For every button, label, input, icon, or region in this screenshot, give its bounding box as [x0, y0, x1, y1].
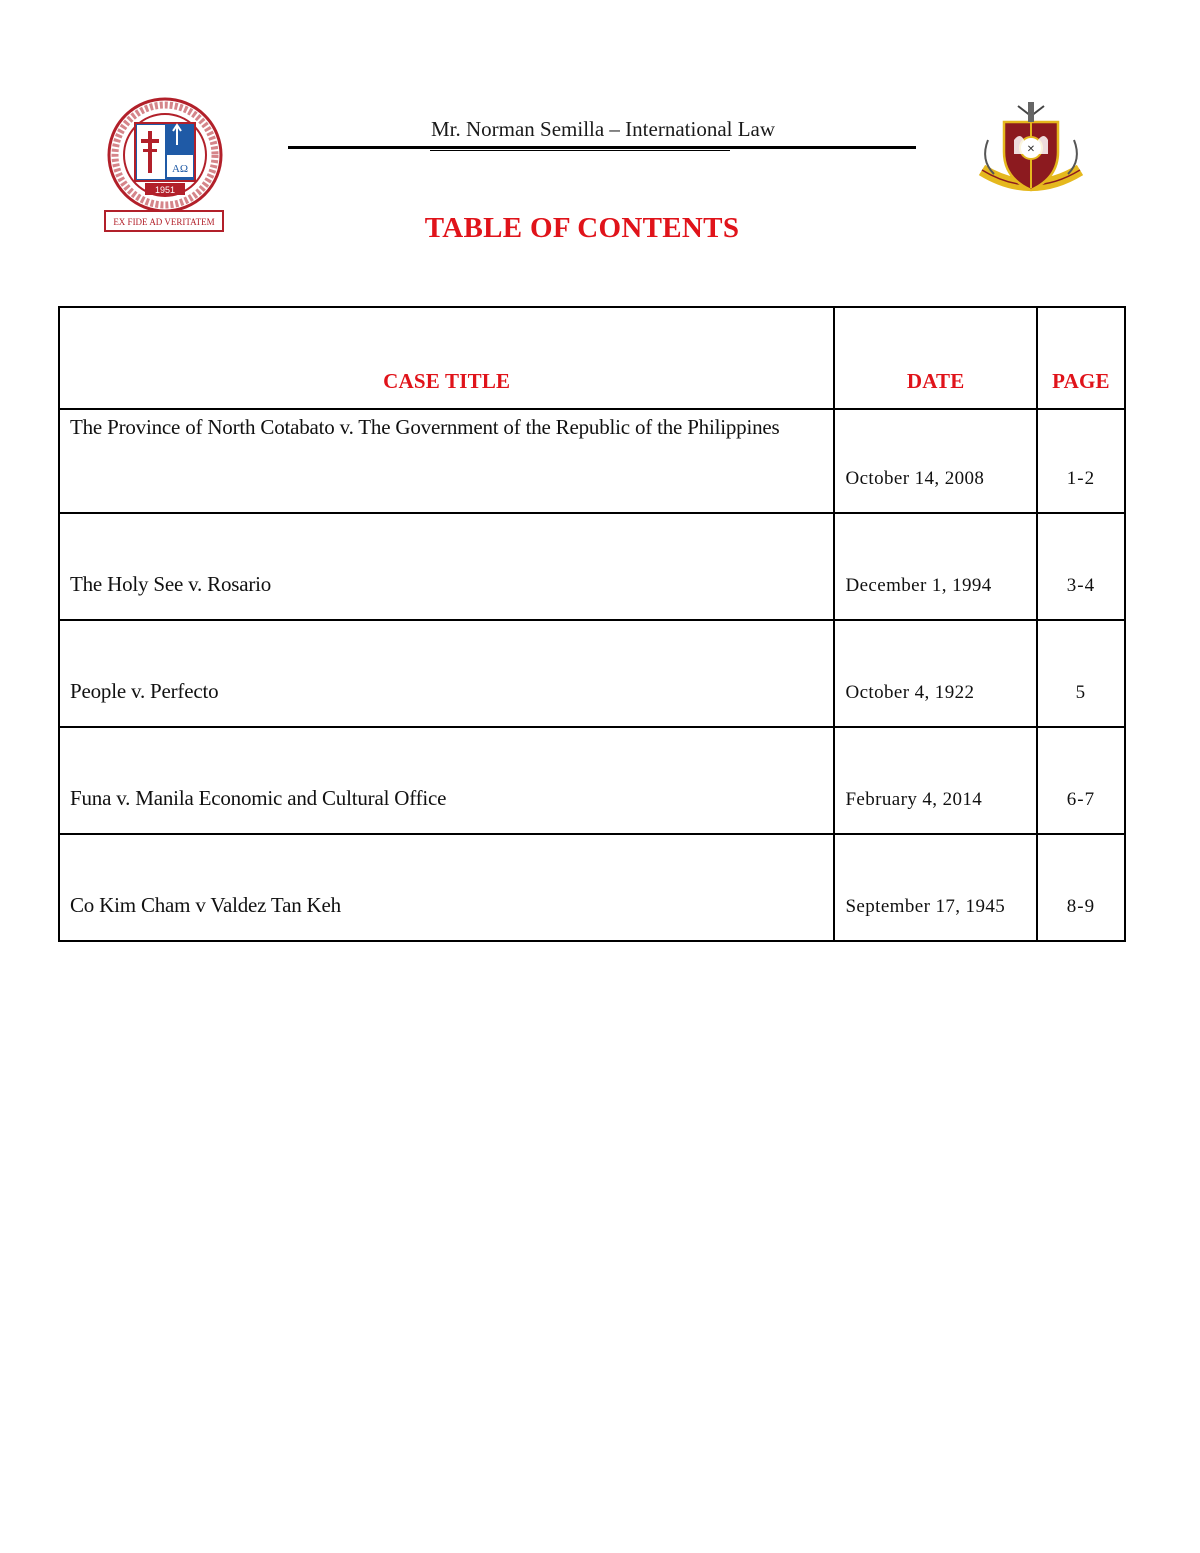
date-cell: February 4, 2014	[834, 727, 1036, 834]
coat-of-arms-icon	[974, 100, 1088, 204]
date-cell: October 4, 1922	[834, 620, 1036, 727]
header-date: DATE	[834, 307, 1036, 409]
case-title-cell: The Province of North Cotabato v. The Government of the Republic of the Philippines	[59, 409, 834, 513]
svg-text:1951: 1951	[154, 185, 176, 195]
page-cell: 6-7	[1037, 727, 1125, 834]
date-cell: October 14, 2008	[834, 409, 1036, 513]
page-cell: 3-4	[1037, 513, 1125, 620]
table-row	[59, 620, 1125, 727]
header-page: PAGE	[1037, 307, 1125, 409]
case-title-cell: The Holy See v. Rosario	[59, 513, 834, 620]
header-divider-thin	[430, 150, 730, 151]
case-title-cell: Funa v. Manila Economic and Cultural Office	[59, 727, 834, 834]
table-row	[59, 513, 1125, 620]
svg-text:✕: ✕	[1026, 144, 1036, 155]
page-title: TABLE OF CONTENTS	[424, 212, 740, 244]
page-cell: 5	[1037, 620, 1125, 727]
case-title-cell: People v. Perfecto	[59, 620, 834, 727]
table-row	[59, 834, 1125, 941]
header-case-title: CASE TITLE	[59, 307, 834, 409]
date-cell: September 17, 1945	[834, 834, 1036, 941]
table-row	[59, 409, 1125, 513]
svg-text:AΩ: AΩ	[171, 163, 189, 175]
contents-table	[58, 306, 1126, 942]
page-cell: 1-2	[1037, 409, 1125, 513]
header-divider	[288, 146, 916, 149]
page-cell: 8-9	[1037, 834, 1125, 941]
college-seal-icon	[103, 97, 227, 235]
case-title-cell: Co Kim Cham v Valdez Tan Keh	[59, 834, 834, 941]
table-row	[59, 727, 1125, 834]
instructor-course-line: Mr. Norman Semilla – International Law	[430, 117, 776, 141]
date-cell: December 1, 1994	[834, 513, 1036, 620]
table-header-row	[59, 307, 1125, 409]
svg-text:EX FIDE AD VERITATEM: EX FIDE AD VERITATEM	[113, 217, 215, 227]
